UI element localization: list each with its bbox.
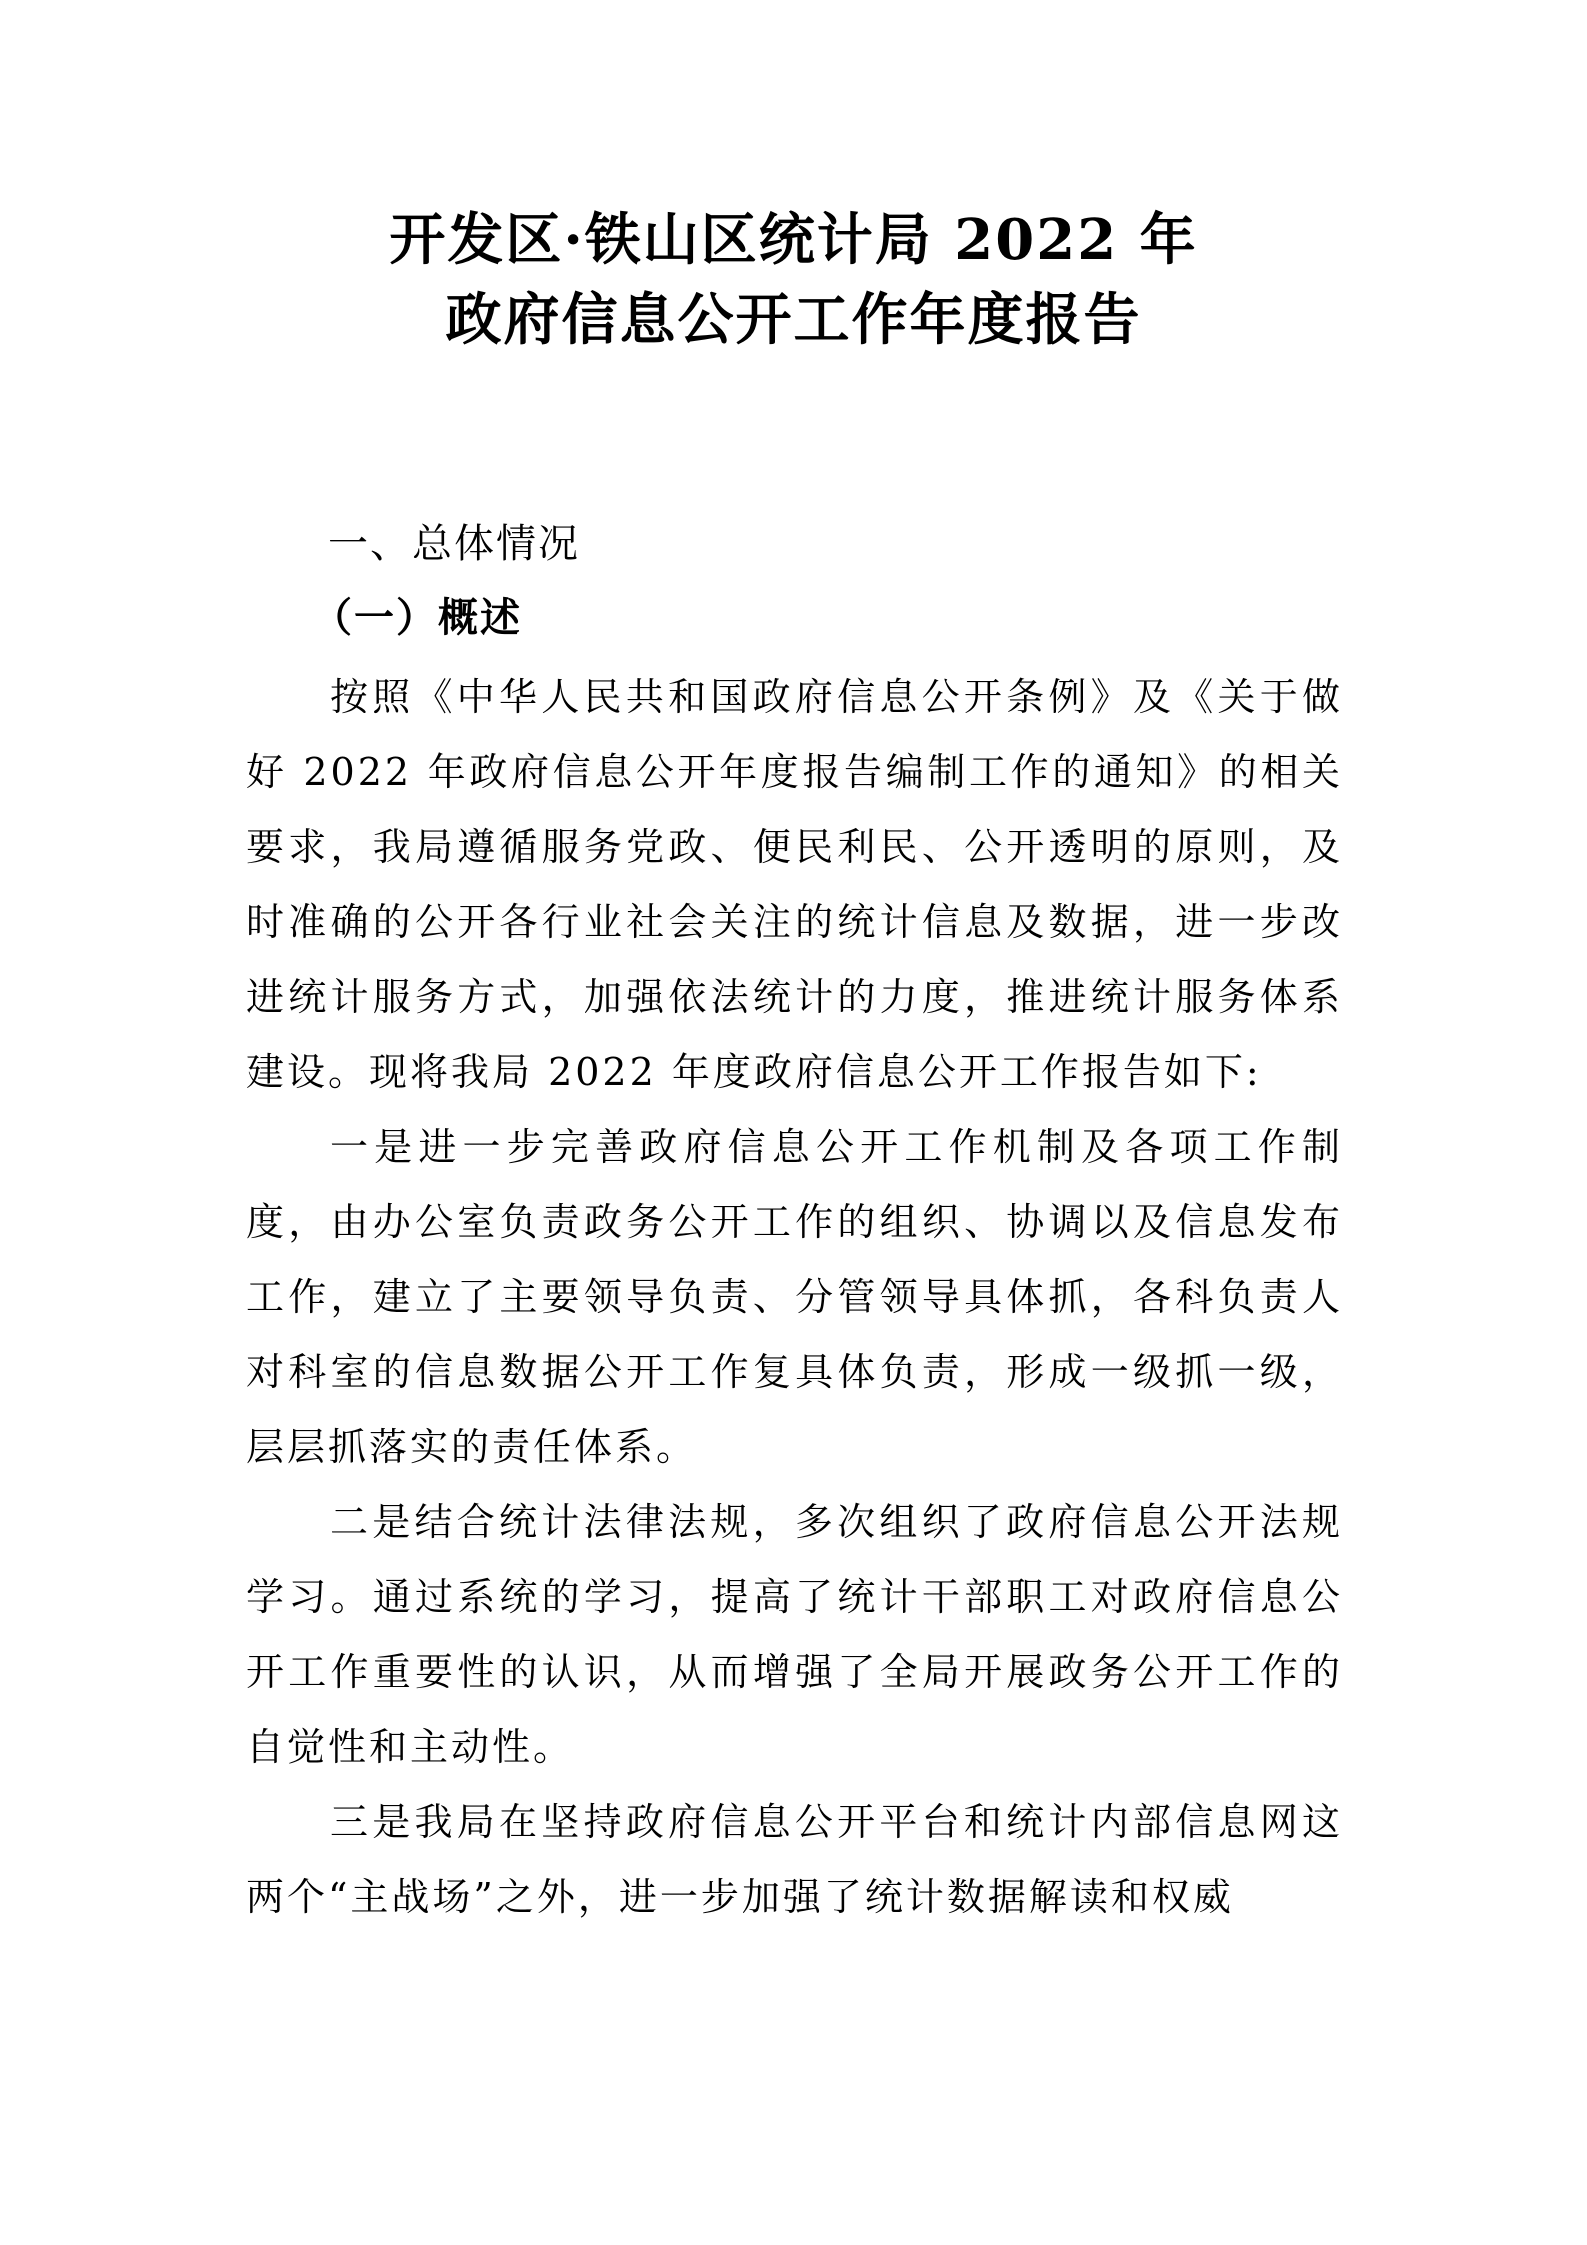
paragraph-point-two: 二是结合统计法律法规，多次组织了政府信息公开法规学习。通过系统的学习，提高了统计干部职工对政府信息公开工作重要性的认识，从而增强了全局开展政务公开工作的自觉性和主动性。 [246, 1500, 1343, 1769]
body-text [246, 660, 1343, 1935]
report-title-line2: 政府信息公开工作年度报告 [445, 287, 1142, 353]
paragraph-point-three: 三是我局在坚持政府信息公开平台和统计内部信息网这两个“主战场”之外，进一步加强了统计数据解读和权威 [246, 1800, 1343, 1919]
paragraph-intro: 按照《中华人民共和国政府信息公开条例》及《关于做好 2022 年政府信息公开年度报告编制工作的通知》的相关要求，我局遵循服务党政、便民利民、公开透明的原则，及时准确的公开各行业社会关注的统计信息及数据，进一步改进统计服务方式，加强依法统计的力度，推进统计服务体系建设。现将我局 2022 年度政府信息公开工作报告如下: [246, 675, 1343, 1094]
subsection-heading-overview: （一）概述 [312, 595, 522, 641]
paragraph-point-one: 一是进一步完善政府信息公开工作机制及各项工作制度，由办公室负责政务公开工作的组织、协调以及信息发布工作，建立了主要领导负责、分管领导具体抓，各科负责人对科室的信息数据公开工作复具体负责，形成一级抓一级，层层抓落实的责任体系。 [246, 1125, 1343, 1469]
section-heading-overall: 一、总体情况 [328, 521, 580, 567]
report-title-line1: 开发区·铁山区统计局 2022 年 [389, 207, 1198, 273]
